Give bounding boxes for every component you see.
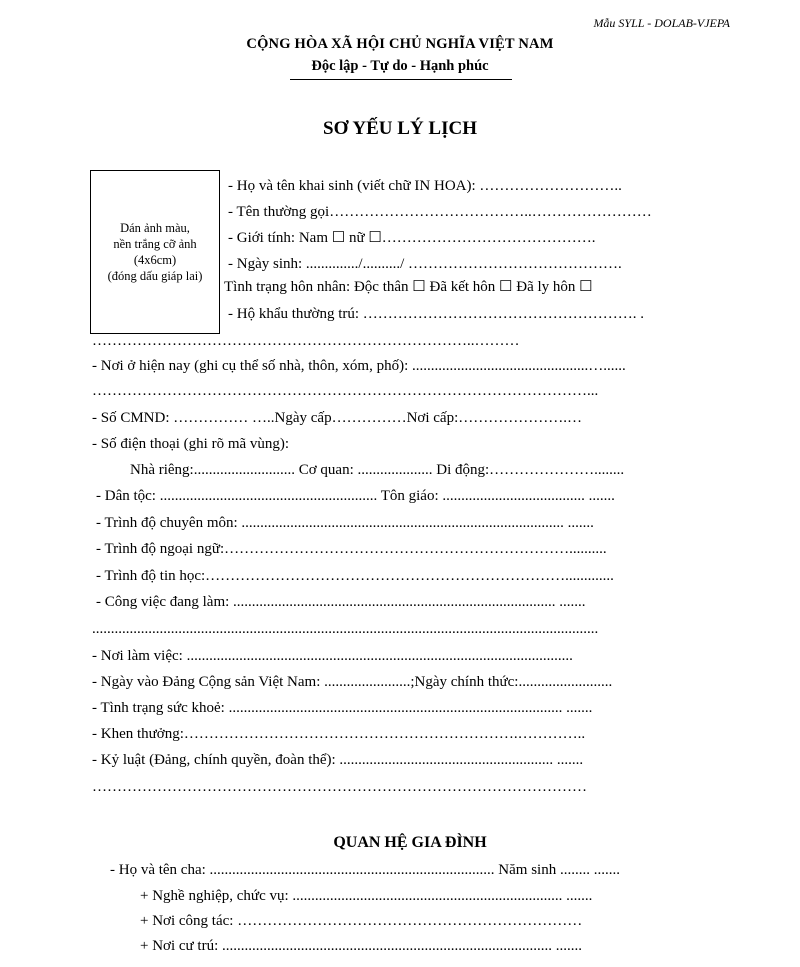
current-address-field: - Nơi ở hiện nay (ghi cụ thể số nhà, thôn, xóm, phố): ...............................................…...... — [92, 358, 626, 374]
health-field: - Tình trạng sức khoẻ: ......................................................................................... ....... — [92, 700, 593, 716]
marital-status-field: Tình trạng hôn nhân: Độc thân ☐ Đã kết hôn ☐ Đã ly hôn ☐ — [224, 279, 593, 295]
id-card-field: - Số CMND: …………… …..Ngày cấp……………Nơi cấp:………………….… — [92, 410, 582, 426]
workplace-field: - Nơi làm việc: ....................................................................................................... — [92, 648, 573, 664]
family-section-title: QUAN HỆ GIA ĐÌNH — [333, 834, 487, 851]
father-job-field: + Nghề nghiệp, chức vụ: ........................................................................ ....... — [140, 888, 593, 904]
birth-date-field: - Ngày sinh: ............../........../ ……………………………………. — [228, 256, 622, 272]
father-name-field: - Họ và tên cha: ............................................................................ Năm sinh ........ ....... — [110, 862, 620, 878]
household-continuation: …………………………………………………………………..……… — [92, 333, 520, 349]
current-job-field: - Công việc đang làm: ...................................................................................... ....... — [96, 594, 586, 610]
gender-field: - Giới tính: Nam ☐ nữ ☐……………………………………. — [228, 230, 596, 246]
photo-placeholder — [90, 170, 220, 334]
current-job-continuation: ....................................................................................................................................... — [92, 621, 599, 637]
photo-instruction-1: Dán ảnh màu, — [120, 221, 190, 235]
nation-name: CỘNG HÒA XÃ HỘI CHỦ NGHĨA VIỆT NAM — [246, 36, 554, 52]
household-field: - Hộ khẩu thường trú: ………………………………………………. . — [228, 306, 645, 322]
current-address-continuation: ………………………………………………………………………………………... — [92, 383, 599, 399]
expertise-field: - Trình độ chuyên môn: ...................................................................................... ....... — [96, 515, 594, 531]
common-name-field: - Tên thường gọi…………………………………..…………………… — [228, 204, 652, 220]
phone-detail-field: Nhà riêng:........................... Cơ quan: .................... Di động:…………………........ — [130, 462, 625, 478]
language-field: - Trình độ ngoại ngữ:…………………………………………………………….......... — [96, 541, 607, 557]
phone-field: - Số điện thoại (ghi rõ mã vùng): — [92, 436, 290, 452]
party-date-field: - Ngày vào Đảng Cộng sản Việt Nam: .......................;Ngày chính thức:......................... — [92, 674, 613, 690]
father-workplace-field: + Nơi công tác: …………………………………………………………… — [140, 913, 583, 929]
full-name-field: - Họ và tên khai sinh (viết chữ IN HOA): ……………………….. — [228, 178, 622, 194]
national-motto: Độc lập - Tự do - Hạnh phúc — [311, 58, 489, 74]
rewards-field: - Khen thưởng:………………………………………………………….………….. — [92, 726, 586, 742]
form-code: Mẫu SYLL - DOLAB-VJEPA — [593, 16, 730, 30]
motto-underline — [290, 79, 512, 80]
photo-instruction-2: nền trắng cỡ ảnh — [113, 237, 197, 251]
photo-instruction-4: (đóng dấu giáp lai) — [107, 269, 203, 283]
document-title: SƠ YẾU LÝ LỊCH — [323, 118, 477, 139]
photo-instruction-3: (4x6cm) — [133, 253, 177, 267]
discipline-continuation: ……………………………………………………………………………………… — [92, 779, 587, 795]
ethnicity-field: - Dân tộc: .......................................................... Tôn giáo: ...................................... ....... — [96, 488, 615, 504]
it-level-field: - Trình độ tin học:………………………………………………………………............. — [96, 568, 614, 584]
discipline-field: - Kỷ luật (Đảng, chính quyền, đoàn thể): ......................................................... ....... — [92, 752, 584, 768]
father-residence-field: + Nơi cư trú: ........................................................................................ ....... — [140, 938, 583, 954]
